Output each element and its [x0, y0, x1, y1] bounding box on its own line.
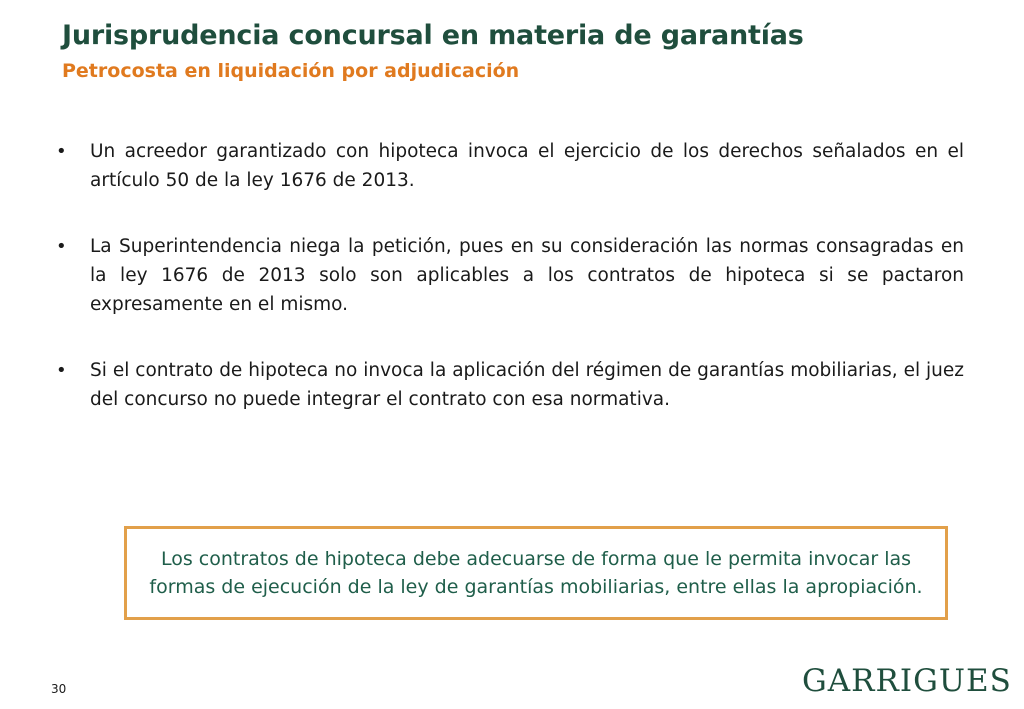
page-number: 30 [51, 682, 67, 696]
slide-subtitle: Petrocosta en liquidación por adjudicación [62, 60, 520, 82]
bullet-item [56, 356, 964, 414]
bullet-item [56, 232, 964, 319]
bullet-icon: • [56, 236, 67, 257]
slide-title: Jurisprudencia concursal en materia de garantías [62, 20, 804, 51]
bullet-icon: • [56, 141, 67, 162]
bullet-text: Un acreedor garantizado con hipoteca invoca el ejercicio de los derechos señalados en el artículo 50 de la ley 1676 de 2013. [90, 141, 964, 191]
bullet-item [56, 137, 964, 195]
bullet-text: Si el contrato de hipoteca no invoca la aplicación del régimen de garantías mobiliarias, el juez del concurso no puede integrar el contrato con esa normativa. [90, 360, 964, 410]
callout-text: Los contratos de hipoteca debe adecuarse de forma que le permita invocar las formas de ejecución de la ley de garantías mobiliarias, entre ellas la apropiación. [149, 548, 923, 598]
garrigues-logo: GARRIGUES [802, 663, 1012, 699]
bullet-text: La Superintendencia niega la petición, pues en su consideración las normas consagradas en la ley 1676 de 2013 solo son aplicables a los contratos de hipoteca si se pactaron expresamente en el mismo. [90, 236, 964, 315]
bullet-list [56, 137, 964, 451]
bullet-icon: • [56, 360, 67, 381]
callout-box [124, 526, 948, 620]
